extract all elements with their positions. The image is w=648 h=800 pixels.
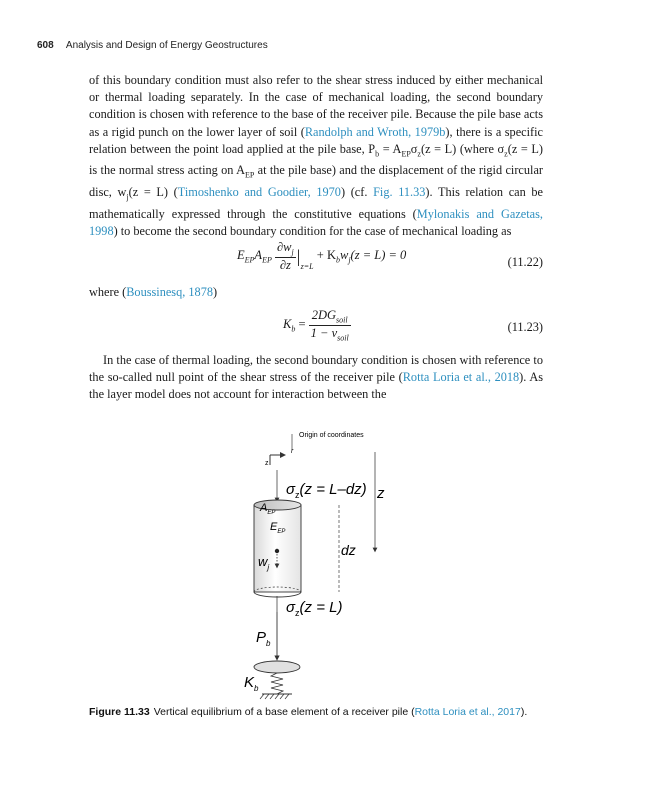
pile-equilibrium-figure <box>0 415 648 715</box>
subscript: EP <box>244 170 255 180</box>
sigma-top-symbol: σ <box>286 481 296 498</box>
citation-boussinesq[interactable]: Boussinesq, 1878 <box>126 285 213 299</box>
subscript: z <box>417 149 421 159</box>
citation-link[interactable]: Mylonakis and Gazetas, 1998 <box>89 206 543 238</box>
modulus-label: E <box>270 521 278 533</box>
running-title: Analysis and Design of Energy Geostructures <box>65 40 268 51</box>
eq2-lhs-sub: b <box>291 324 296 334</box>
where-line <box>89 285 217 300</box>
text-run: ), there is a specific relation between the point load applied at the pile base, P <box>89 124 544 156</box>
area-sub: EP <box>267 510 276 516</box>
eq-num-sub: j <box>291 247 294 257</box>
dz-label: dz <box>341 542 356 558</box>
eq-num: ∂w <box>276 240 292 254</box>
dz-dimension <box>339 505 356 592</box>
eq2-num-sub: soil <box>336 315 348 325</box>
sigma-top-arg: (z = L–dz) <box>299 481 367 498</box>
eq-rhs: + K <box>316 248 336 263</box>
eq-den: ∂z <box>279 257 291 272</box>
sigma-top-label <box>277 470 367 500</box>
pile-element <box>254 500 301 597</box>
eq2-den: 1 − ν <box>310 325 338 340</box>
subscript: b <box>375 149 380 159</box>
text-run: ) (cf. <box>340 185 374 200</box>
subscript: EP <box>401 149 411 159</box>
caption-citation[interactable]: Rotta Loria et al., 2017 <box>414 706 521 718</box>
k-sub: b <box>254 684 259 693</box>
text-run: σ <box>410 141 418 156</box>
citation-link[interactable]: Randolph and Wroth, 1979b <box>304 124 446 139</box>
sigma-bot-arg: (z = L) <box>299 599 343 616</box>
equation-11-22: $E_{EP}A_{EP}$ $\frac{\partial w_j}{\partial z}$ $|_{z=L} + K_bw_j(z = L) = 0$ <box>237 240 407 272</box>
running-header <box>37 40 268 51</box>
svg-text:Pb <box>256 629 271 648</box>
citation-link[interactable]: Rotta Loria et al., 2018 <box>402 370 520 385</box>
figure-caption <box>89 706 527 718</box>
eq-coef: E <box>237 248 245 263</box>
eq-area: A <box>254 248 263 263</box>
text-run: ). As the layer model does not account for interaction between the <box>89 370 543 402</box>
eq-coef-sub: EP <box>244 255 255 265</box>
caption-end: ). <box>520 706 528 718</box>
text-run: ) to become the second boundary condition for the case of mechanical loading as <box>113 223 512 238</box>
w-sub: j <box>267 563 270 572</box>
text-run: ). This relation can be mathematically expressed through the constitutive equations ( <box>89 185 544 221</box>
rigid-disc-spring <box>244 661 300 699</box>
eq2-fraction <box>309 308 351 342</box>
svg-text:σz(z = L–dz) <box>286 481 367 500</box>
page-number: 608 <box>37 40 54 51</box>
citation-link[interactable]: Timoshenko and Goodier, 1970 <box>177 185 341 200</box>
eq2-lhs: K <box>283 316 292 331</box>
svg-text:σz(z = L) <box>286 599 342 618</box>
text-run: (z = L) ( <box>128 185 178 200</box>
text-run: of this boundary condition must also refer to the shear stress induced by either mechanical or thermal loading separately. In the case of mechanical loading, the second boundary condition is chosen with reference to the base of the receiver pile. Because the pile base acts as a rigid punch on the lower layer of soil ( <box>89 73 543 139</box>
sigma-bot-symbol: σ <box>286 599 296 616</box>
caption-text: Vertical equilibrium of a base element of a receiver pile ( <box>153 706 415 718</box>
sigma-top-sub: z <box>295 490 300 500</box>
text-run: (z = L) is the normal stress acting on A <box>89 141 543 178</box>
z-axis-label: z <box>265 460 269 467</box>
sigma-bot-sub: z <box>295 608 300 618</box>
where-prefix: where ( <box>89 285 127 299</box>
text-run: at the pile base) and the displacement of the rigid circular disc, w <box>89 163 544 200</box>
subscript: z <box>504 149 508 159</box>
equation-11-23 <box>283 308 351 342</box>
z-dimension-label: z <box>377 485 385 502</box>
k-label: K <box>244 674 255 691</box>
r-axis-label: r <box>291 448 294 455</box>
paragraph-thermal-loading <box>89 352 543 404</box>
eq-rhs2: w <box>339 248 349 263</box>
modulus-sub: EP <box>277 529 286 535</box>
sigma-bottom-label <box>277 596 342 618</box>
text-run: (z = L) (where σ <box>420 141 505 156</box>
eq-eval: z=L <box>300 262 314 272</box>
p-sub: b <box>266 639 271 648</box>
depth-z-dimension <box>375 452 385 550</box>
text-run: = A <box>379 141 402 156</box>
eq2-den-sub: soil <box>337 333 349 342</box>
equation-number-11-22: (11.22) <box>507 255 543 269</box>
eq-rhs-sub: b <box>335 255 340 265</box>
where-suffix: ) <box>213 285 218 299</box>
eq-rhs3: (z = L) = 0 <box>350 248 407 263</box>
area-label: A <box>260 502 268 514</box>
p-label: P <box>256 629 267 646</box>
eq2-equals: = <box>295 316 309 331</box>
origin-label: Origin of coordinates <box>299 432 364 439</box>
point-load-arrow <box>256 612 277 658</box>
paragraph-boundary-condition <box>89 72 543 240</box>
subscript: j <box>126 192 129 202</box>
svg-text:Kb <box>244 674 259 693</box>
equation-number-11-23: (11.23) <box>507 320 543 334</box>
coordinate-origin <box>265 432 364 467</box>
eq2-num: 2DG <box>311 308 337 322</box>
citation-link[interactable]: Fig. 11.33 <box>373 185 426 200</box>
eq-derivative <box>275 240 296 273</box>
text-run: In the case of thermal loading, the second boundary condition is chosen with reference to the so-called null point of the shear stress of the receiver pile ( <box>89 353 543 385</box>
w-label: w <box>258 554 268 569</box>
caption-label: Figure 11.33 <box>89 706 150 718</box>
eq-rhs2-sub: j <box>348 255 351 265</box>
eq-area-sub: EP <box>262 255 272 265</box>
